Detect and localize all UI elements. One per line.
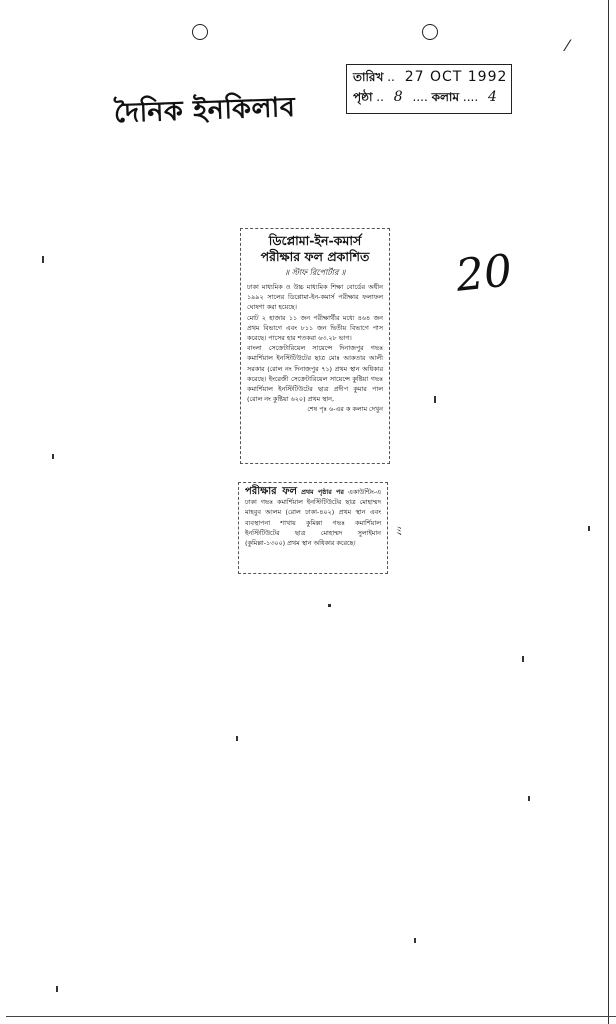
news-clipping-continuation <box>238 482 388 574</box>
clipping-paragraph-3: বাংলা সেক্রেটারিয়েল সায়েন্সে দিনাজপুর গভঃ কমার্শিয়াল ইনস্টিটিউটের ছাত্র মোঃ আকতার আলী সরকার (রোল নং দিনাজপুর ৭১) প্রথম স্থান অধিকার করেছে। ইংরেজী সেক্রেটারিয়েল সায়েন্সে কুষ্টিয়া গভঃ কমার্শিয়াল ইনস্টিটিউটের ছাত্র প্রদীপ কুমার পাল (রোল নং কুষ্টিয়া ৬২০) প্রথম স্থান, <box>247 344 383 404</box>
stamp-page-label: পৃষ্ঠা <box>353 90 373 104</box>
scan-speck <box>588 526 590 531</box>
scan-speck <box>236 736 238 741</box>
stamp-date-label: তারিখ <box>353 70 384 84</box>
margin-scribble: ﾐ <box>396 524 403 538</box>
scan-speck <box>328 604 331 607</box>
clipping-paragraph-2: মোট ২ হাজার ১১ জন পরীক্ষার্থীর মধ্যে ৪৬৪ জন প্রথম বিভাগে এবং ৮১১ জন দ্বিতীয় বিভাগে পাস করেছে। পাসের হার শতকরা ৬৩.২৮ ভাগ। <box>247 313 383 343</box>
scan-speck <box>56 986 58 992</box>
continuation-headline: পরীক্ষার ফল <box>245 486 297 497</box>
corner-scribble: ⁄ <box>566 36 569 55</box>
clipping-headline-line-1: ডিপ্লোমা-ইন-কমার্স <box>268 233 362 248</box>
continuation-paragraph: একাউন্টিং-এ ঢাকা গভঃ কমার্শিয়াল ইনস্টিটিউটের ছাত্র মোহাম্মদ মাহবুব আলম (রোল ঢাকা-৪০২) প্রথম স্থান এবং ব্যবস্থাপনা শাখায় কুমিল্লা গভঃ কমার্শিয়াল ইনস্টিটিউটের ছাত্র মোহাম্মদ সুলাইমান (কুমিল্লা-১৩০০) প্রথম স্থান অধিকার করেছে। <box>245 488 381 548</box>
sheet-right-edge <box>608 0 609 1024</box>
sheet-bottom-edge <box>6 1016 616 1017</box>
clipping-headline-line-2: পরীক্ষার ফল প্রকাশিত <box>260 249 370 264</box>
continuation-text <box>245 487 381 548</box>
scan-speck <box>42 256 44 263</box>
clipping-paragraph-1: ঢাকা মাধ্যমিক ও উচ্চ মাধ্যমিক শিক্ষা বোর্ডের অধীন ১৯৯২ সালের ডিপ্লোমা-ইন-কমার্স পরীক্ষার ফলাফল ঘোষণা করা হয়েছে। <box>247 283 383 312</box>
clipping-continued-note: শেষ পৃঃ ৬-এর ক কলাম দেখুন <box>307 405 383 414</box>
stamp-page-row: পৃষ্ঠা .. 8 .... কলাম .... 4 <box>353 89 497 105</box>
scan-speck <box>52 454 54 459</box>
punch-hole-right <box>422 24 438 40</box>
handwritten-sheet-number: 20 <box>453 245 515 302</box>
stamp-date-value: 27 OCT 1992 <box>404 69 508 85</box>
date-stamp <box>346 64 512 114</box>
scan-speck <box>522 656 524 662</box>
scan-speck <box>434 396 436 403</box>
stamp-page-value: 8 <box>393 89 403 105</box>
punch-hole-left <box>192 24 208 40</box>
clipping-byline: ॥ স্টাফ রিপোর্টার ॥ <box>284 268 346 277</box>
newspaper-masthead: দৈনিক ইনকিলাব <box>113 91 296 130</box>
scan-speck <box>528 796 530 801</box>
stamp-column-value: 4 <box>488 89 497 105</box>
stamp-column-label: কলাম <box>431 90 460 104</box>
stamp-date-row: তারিখ .. 27 OCT 1992 <box>353 69 508 85</box>
scan-speck <box>414 938 416 943</box>
continuation-lead: প্রথম পৃষ্ঠার পর <box>301 488 344 496</box>
news-clipping-main <box>240 228 390 464</box>
